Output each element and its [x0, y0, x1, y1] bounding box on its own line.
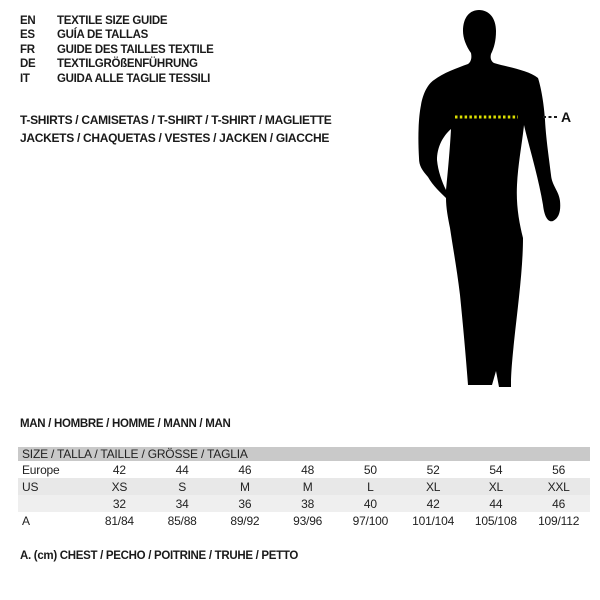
language-row — [20, 57, 214, 71]
language-row — [20, 43, 214, 57]
size-cell: S — [178, 479, 187, 494]
size-cell: 32 — [112, 496, 126, 511]
language-row — [20, 72, 214, 86]
size-cell: 105/108 — [474, 513, 517, 528]
language-code: DE — [20, 58, 36, 71]
size-cell: L — [367, 479, 374, 494]
size-cell: 46 — [238, 462, 252, 477]
size-cell: 50 — [363, 462, 377, 477]
language-code: EN — [20, 15, 36, 27]
size-cell: 85/88 — [167, 513, 197, 528]
size-cell: XXL — [547, 479, 570, 494]
language-label: GUIDA ALLE TAGLIE TESSILI — [57, 72, 211, 85]
table-header-row — [18, 447, 590, 461]
size-cell: 52 — [426, 462, 440, 477]
language-code: FR — [20, 43, 35, 56]
table-header: SIZE / TALLA / TAILLE / GRÖSSE / TAGLIA — [18, 447, 590, 461]
category-line-jackets: JACKETS / CHAQUETAS / VESTES / JACKEN / GIACCHE — [20, 131, 330, 145]
category-list — [20, 111, 332, 147]
size-table — [18, 447, 590, 529]
measure-label-a: A — [561, 109, 572, 125]
table-row-europe — [18, 461, 590, 478]
size-cell: 81/84 — [104, 513, 134, 528]
size-cell: 42 — [426, 496, 440, 511]
row-label: A — [22, 513, 30, 528]
size-cell: XS — [111, 479, 128, 494]
size-cell: 38 — [301, 496, 315, 511]
size-cell: 40 — [363, 496, 377, 511]
language-label: GUÍA DE TALLAS — [57, 29, 148, 42]
language-label: TEXTILGRÖßENFÜHRUNG — [57, 58, 198, 71]
table-row-numeric — [18, 495, 590, 512]
size-cell: 34 — [175, 496, 189, 511]
size-cell: 44 — [489, 496, 503, 511]
row-label: US — [22, 479, 39, 494]
size-cell: M — [239, 479, 250, 494]
man-silhouette — [418, 10, 560, 387]
size-cell: 36 — [238, 496, 252, 511]
size-cell: 54 — [489, 462, 503, 477]
size-cell: 46 — [552, 496, 566, 511]
size-cell: 42 — [112, 462, 126, 477]
language-row — [20, 14, 214, 28]
size-cell: 97/100 — [352, 513, 389, 528]
table-row-chest — [18, 512, 590, 529]
size-cell: 56 — [552, 462, 566, 477]
size-cell: 101/104 — [412, 513, 455, 528]
language-code: ES — [20, 29, 35, 42]
size-cell: XL — [488, 479, 504, 494]
language-row — [20, 28, 214, 42]
row-label: Europe — [22, 462, 60, 477]
language-code: IT — [20, 72, 30, 85]
measurement-footnote: A. (cm) CHEST / PECHO / POITRINE / TRUHE / PETTO — [20, 550, 299, 562]
size-cell: 109/112 — [538, 513, 580, 528]
language-list — [20, 14, 214, 86]
size-cell: 93/96 — [293, 513, 323, 528]
language-label: GUIDE DES TAILLES TEXTILE — [57, 43, 214, 56]
size-cell: 89/92 — [230, 513, 260, 528]
size-cell: XL — [425, 479, 441, 494]
size-cell: M — [302, 479, 313, 494]
row-label — [18, 495, 88, 512]
size-cell: 44 — [175, 462, 189, 477]
size-cell: 48 — [301, 462, 315, 477]
section-title-man: MAN / HOMBRE / HOMME / MANN / MAN — [20, 418, 231, 430]
size-guide-figure — [395, 0, 600, 400]
language-label: TEXTILE SIZE GUIDE — [57, 15, 168, 27]
table-row-us — [18, 478, 590, 495]
category-line-tshirts: T-SHIRTS / CAMISETAS / T-SHIRT / T-SHIRT / MAGLIETTE — [20, 113, 332, 127]
